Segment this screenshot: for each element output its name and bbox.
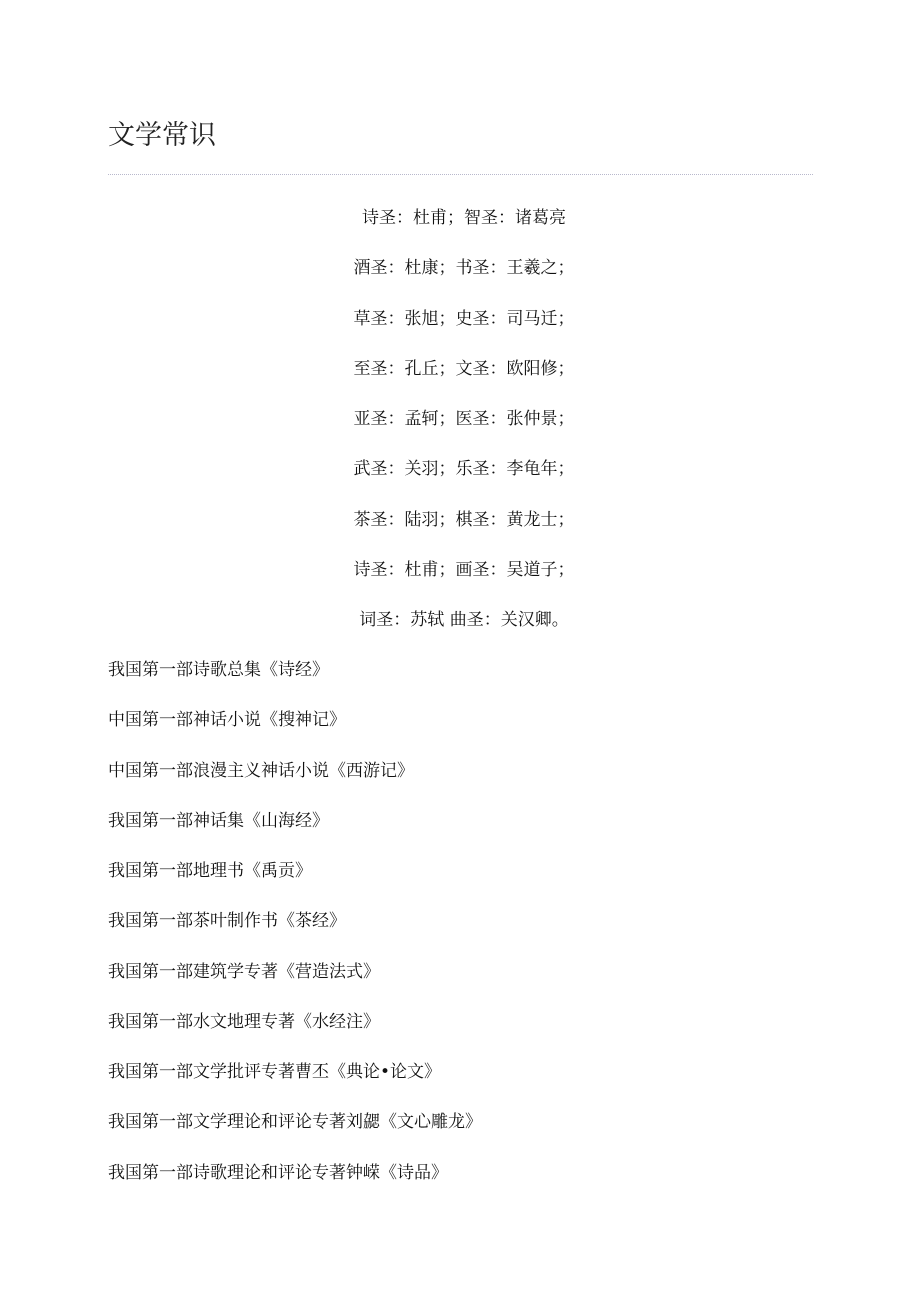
saints-line: 亚圣：孟轲；医圣：张仲景； — [353, 409, 575, 429]
firsts-item: 我国第一部神话集《山海经》 — [108, 810, 329, 831]
firsts-item: 中国第一部神话小说《搜神记》 — [108, 710, 346, 731]
firsts-item: 我国第一部建筑学专著《营造法式》 — [108, 961, 380, 982]
firsts-item: 中国第一部浪漫主义神话小说《西游记》 — [108, 760, 414, 781]
firsts-item: 我国第一部文学理论和评论专著刘勰《文心雕龙》 — [108, 1112, 482, 1133]
saints-line: 诗圣：杜甫；智圣：诸葛亮 — [362, 208, 566, 228]
saints-line: 茶圣：陆羽；棋圣：黄龙士； — [353, 509, 575, 530]
firsts-item: 我国第一部文学批评专著曹丕《典论•论文》 — [108, 1062, 442, 1082]
saints-list — [0, 199, 920, 651]
saints-line: 词圣：苏轼 曲圣：关汉卿。 — [359, 610, 569, 630]
firsts-item: 我国第一部茶叶制作书《茶经》 — [108, 911, 346, 932]
saints-line: 至圣：孔丘；文圣：欧阳修； — [353, 358, 575, 379]
firsts-item: 我国第一部地理书《禹贡》 — [108, 861, 312, 881]
title-divider — [108, 174, 813, 175]
firsts-item: 我国第一部水文地理专著《水经注》 — [108, 1011, 380, 1032]
saints-line: 草圣：张旭；史圣：司马迁； — [353, 308, 575, 329]
firsts-list — [108, 651, 482, 1204]
saints-line: 诗圣：杜甫；画圣：吴道子； — [353, 559, 575, 580]
firsts-item: 我国第一部诗歌总集《诗经》 — [108, 660, 329, 680]
saints-line: 武圣：关羽；乐圣：李龟年； — [353, 459, 575, 480]
saints-line: 酒圣：杜康；书圣：王羲之； — [353, 258, 575, 279]
firsts-item: 我国第一部诗歌理论和评论专著钟嵘《诗品》 — [108, 1162, 448, 1183]
page-title: 文学常识 — [108, 120, 216, 151]
